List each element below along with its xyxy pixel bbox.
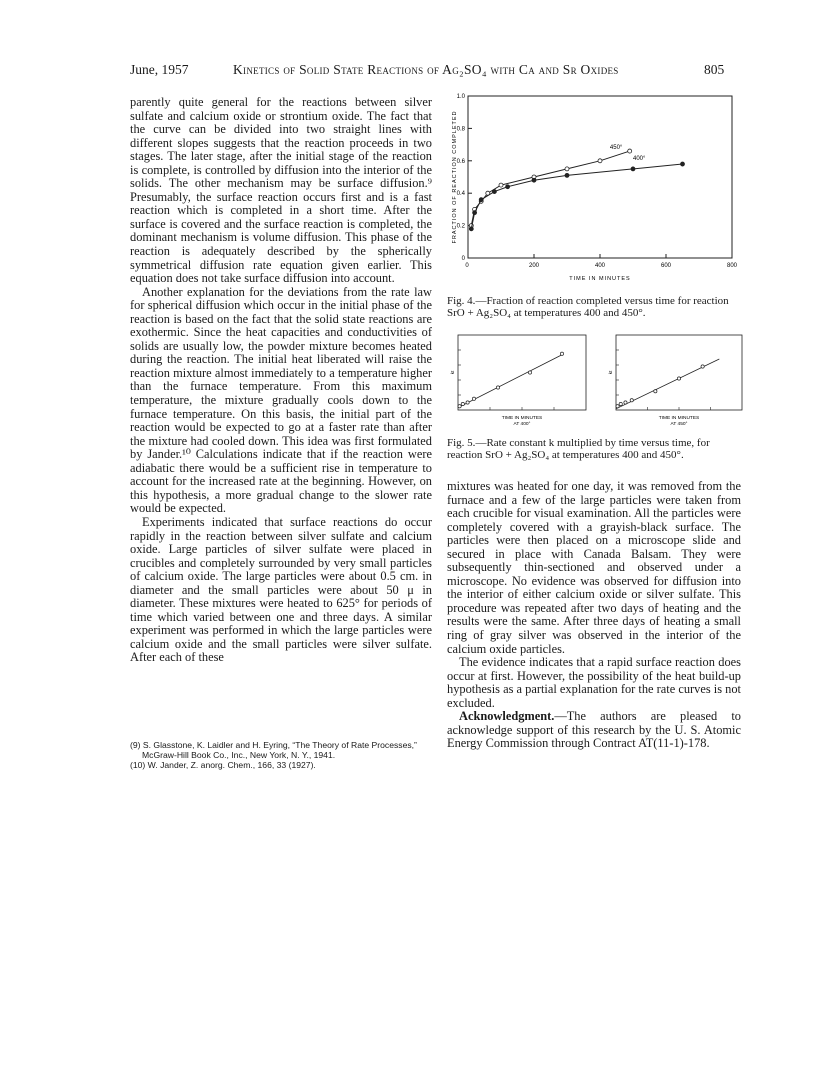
x-axis-sub-right: AT 450° bbox=[670, 422, 688, 427]
plot-frame bbox=[468, 96, 732, 258]
x-axis-sub-left: AT 400° bbox=[513, 422, 531, 427]
x-tick-label: 400 bbox=[594, 263, 606, 269]
panel-frame-right bbox=[616, 335, 742, 410]
page-number: 805 bbox=[704, 62, 725, 77]
data-point-450 bbox=[598, 159, 602, 163]
right-paragraph-1: mixtures was heated for one day, it was removed from the furnace and a few of the large particles were taken from each crucible for visual examination. All the particles were completely covered with a grayish-black surface. The particles were then placed on a microscope slide and secured in place with Canada Balsam. They were subsequently thin-sectioned and observed under a microscope. No evidence was observed for diffusion into the interior of either calcium oxide or silver sulfate. This procedure was repeated after two days of heating and the results were the same. After three days of heating a small ring of gray silver was observed in the interior of the calcium oxide particles. bbox=[447, 479, 741, 656]
x-axis-label-right: TIME IN MINUTES bbox=[658, 416, 700, 421]
y-tick-label: 1.0 bbox=[456, 94, 465, 100]
data-point-400 bbox=[681, 162, 685, 166]
data-point-right bbox=[701, 365, 704, 368]
figure-5-caption-label: Fig. 5. bbox=[447, 437, 476, 449]
x-tick-label: 800 bbox=[726, 263, 738, 269]
left-column bbox=[130, 96, 432, 665]
left-paragraph-2: Another explanation for the deviations from the rate law for spherical diffusion which occur in the initial phase of the reaction is based on the fact that the solid state reactions are exothermic. Since the heat capacities and conductivities of solids are usually low, the powder mixture becomes heated during the reaction. The initial heat liberated will raise the reaction mixture almost immediately to a temperature higher than the furnace temperature. From this maximum temperature, the mixture gradually cools down to the furnace temperature. On this basis, the initial part of the reaction would be expected to go at a faster rate than after the mixture had cooled down. This idea was first formulated by Jander.¹⁰ Calculations indicate that if the reaction were adiabatic there would be a sufficient rise in temperature to account for the increased rate at the beginning. However, on this hypothesis, a more gradual change to the slower rate would be expected. bbox=[130, 284, 432, 516]
running-header-title: Kinetics of Solid State Reactions of Ag₂SO₄ with Ca and Sr Oxides bbox=[233, 62, 619, 77]
series-label-450: 450° bbox=[609, 145, 623, 152]
right-column bbox=[447, 480, 741, 751]
data-point-left bbox=[496, 386, 499, 389]
data-point-left bbox=[466, 401, 469, 404]
data-point-450 bbox=[565, 167, 569, 171]
data-point-400 bbox=[492, 190, 496, 194]
figure-5-chart bbox=[448, 330, 744, 435]
x-origin-label: 0 bbox=[465, 263, 469, 269]
y-axis-label-left: kt bbox=[451, 370, 456, 375]
data-point-450 bbox=[628, 149, 632, 153]
data-point-400 bbox=[479, 198, 483, 202]
data-point-left bbox=[458, 405, 461, 408]
left-paragraph-3: Experiments indicated that surface reactions do occur rapidly in the reaction between silver sulfate and calcium oxide. Large particles of silver sulfate were placed in crucibles and completely surrounded by very small particles of calcium oxide. The large particles were about 0.5 cm. in diameter and the small particles were about 50 μ in diameter. These mixtures were heated to 625° for periods of time which varied between one and three days. A similar experiment was performed in which the large particles were calcium oxide and the small particles were silver sulfate. After each of these bbox=[130, 514, 432, 665]
x-axis-label-left: TIME IN MINUTES bbox=[501, 416, 543, 421]
series-line-450 bbox=[471, 151, 629, 226]
figure-4-caption bbox=[447, 295, 747, 319]
data-point-left bbox=[528, 371, 531, 374]
y-tick-label: 0 bbox=[461, 256, 465, 262]
data-point-right bbox=[654, 390, 657, 393]
figure-4-caption-label: Fig. 4. bbox=[447, 295, 476, 307]
y-axis-label-right: kt bbox=[609, 370, 614, 375]
acknowledgment-text: —The authors are pleased to acknowledge support of this research by the U. S. Atomic Energy Commission through Contract AT(11-1)-178. bbox=[447, 709, 741, 751]
data-point-400 bbox=[565, 173, 569, 177]
data-point-400 bbox=[469, 227, 473, 231]
x-tick-label: 600 bbox=[660, 263, 672, 269]
data-point-left bbox=[461, 402, 464, 405]
data-point-400 bbox=[631, 167, 635, 171]
data-point-left bbox=[472, 397, 475, 400]
data-point-450 bbox=[499, 183, 503, 187]
data-point-400 bbox=[506, 185, 510, 189]
figure-4-caption-text: —Fraction of reaction completed versus time for reaction SrO + Ag₂SO₄ at temperatures 400 and 450°. bbox=[447, 295, 729, 319]
panel-frame-left bbox=[458, 335, 586, 410]
y-tick-label: 0.6 bbox=[456, 158, 465, 165]
data-point-right bbox=[624, 401, 627, 404]
data-point-400 bbox=[473, 211, 477, 215]
data-point-left bbox=[560, 352, 563, 355]
y-tick-label: 0.4 bbox=[456, 191, 465, 198]
figure-4-plot bbox=[452, 94, 738, 282]
running-header-date: June, 1957 bbox=[130, 62, 189, 77]
series-label-400: 400° bbox=[633, 155, 646, 162]
footnote-9: (9) S. Glasstone, K. Laidler and H. Eyring, “The Theory of Rate Processes,” McGraw-Hill Book Co., Inc., New York, N. Y., 1941. bbox=[130, 740, 417, 760]
figure-4-chart bbox=[442, 88, 744, 290]
figure-5-caption bbox=[447, 437, 747, 461]
y-axis-label: FRACTION OF REACTION COMPLETED bbox=[452, 110, 458, 244]
series-line-400 bbox=[471, 164, 682, 229]
right-paragraph-2: The evidence indicates that a rapid surface reaction does occur at first. However, the possibility of the heat build-up hypothesis as a partial explanation for the rate curves is not excluded. bbox=[447, 655, 741, 710]
y-tick-label: 0.2 bbox=[456, 223, 465, 230]
y-tick-label: 0.8 bbox=[456, 126, 465, 133]
left-paragraph-1: parently quite general for the reactions between silver sulfate and calcium oxide or strontium oxide. The fact that the curve can be divided into two straight lines with different slopes suggests that the reaction proceeds in two stages. The later stage, after the initial stage of the reaction is complete, is controlled by diffusion into the interior of the solids. The other mechanism may be surface diffusion.⁹ Presumably, the surface reaction occurs first and is a fast reaction which is completed in a short time. After the surface is covered and the surface reaction is completed, the dominant mechanism is volume diffusion. This phase of the reaction is adequately described by the spherically symmetrical diffusion rate equation given earlier. This equation does not take surface diffusion into account. bbox=[130, 95, 432, 286]
footnote-10: (10) W. Jander, Z. anorg. Chem., 166, 33 (1927). bbox=[130, 760, 316, 770]
acknowledgment bbox=[447, 710, 741, 751]
data-point-right bbox=[677, 377, 680, 380]
figure-5-plots bbox=[450, 335, 742, 427]
figure-5-caption-text: —Rate constant k multiplied by time versus time, for reaction SrO + Ag₂SO₄ at temperatures 400 and 450°. bbox=[447, 437, 710, 461]
data-point-400 bbox=[532, 178, 536, 182]
data-point-right bbox=[630, 399, 633, 402]
data-point-right bbox=[616, 405, 619, 408]
data-point-right bbox=[619, 402, 622, 405]
footnotes bbox=[130, 740, 432, 770]
x-axis-label: TIME IN MINUTES bbox=[569, 276, 631, 282]
acknowledgment-label: Acknowledgment. bbox=[459, 709, 555, 724]
x-tick-label: 200 bbox=[528, 263, 540, 269]
